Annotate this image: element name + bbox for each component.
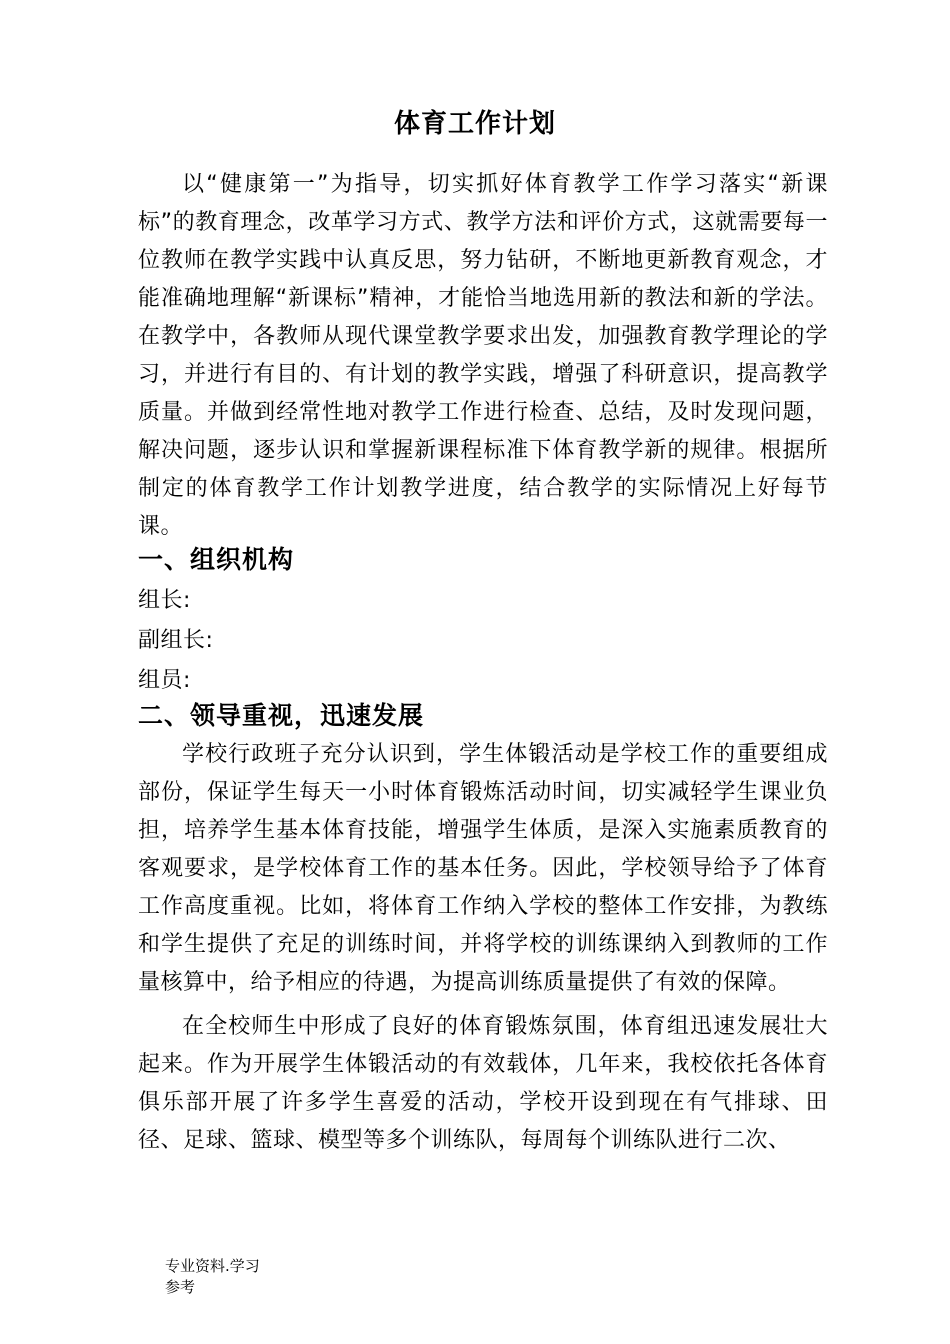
section-leadership bbox=[138, 696, 828, 1160]
intro-paragraph: 以“健康第一”为指导，切实抓好体育教学工作学习落实“新课标”的教育理念，改革学习方式、教学方法和评价方式，这就需要每一位教师在教学实践中认真反思，努力钻研，不断地更新教育观念，才能准确地理解“新课标”精神，才能恰当地选用新的教法和新的学法。在教学中，各教师从现代课堂教学要求出发，加强教育教学理论的学习，并进行有目的、有计划的教学实践，增强了科研意识，提高教学质量。并做到经常性地对教学工作进行检查、总结，及时发现问题，解决问题，逐步认识和掌握新课程标准下体育教学新的规律。根据所制定的体育教学工作计划教学进度，结合教学的实际情况上好每节课。 bbox=[138, 172, 828, 539]
section-heading-organization: 一、组织机构 bbox=[138, 545, 295, 574]
section-organization bbox=[138, 540, 828, 701]
deputy-leader-label: 副组长: bbox=[138, 628, 214, 653]
page-footer bbox=[165, 1256, 260, 1298]
footer-line-1: 专业资料.学习 bbox=[165, 1257, 260, 1275]
leadership-paragraph-2: 在全校师生中形成了良好的体育锻炼氛围，体育组迅速发展壮大起来。作为开展学生体锻活动的有效载体，几年来，我校依托各体育俱乐部开展了许多学生喜爱的活动，学校开设到现在有气排球、田径、足球、篮球、模型等多个训练队，每周每个训练队进行二次、 bbox=[138, 1014, 828, 1153]
members-label: 组员: bbox=[138, 668, 191, 693]
section-heading-leadership: 二、领导重视，迅速发展 bbox=[138, 701, 425, 730]
document-title: 体育工作计划 bbox=[393, 109, 556, 139]
leader-label: 组长: bbox=[138, 588, 191, 613]
intro-block bbox=[138, 166, 828, 546]
leadership-paragraph-1: 学校行政班子充分认识到，学生体锻活动是学校工作的重要组成部份，保证学生每天一小时体育锻炼活动时间，切实减轻学生课业负担，培养学生基本体育技能，增强学生体质，是深入实施素质教育的客观要求，是学校体育工作的基本任务。因此，学校领导给予了体育工作高度重视。比如，将体育工作纳入学校的整体工作安排，为教练和学生提供了充足的训练时间，并将学校的训练课纳入到教师的工作量核算中，给予相应的待遇，为提高训练质量提供了有效的保障。 bbox=[138, 742, 828, 995]
footer-line-2: 参考 bbox=[165, 1278, 196, 1296]
